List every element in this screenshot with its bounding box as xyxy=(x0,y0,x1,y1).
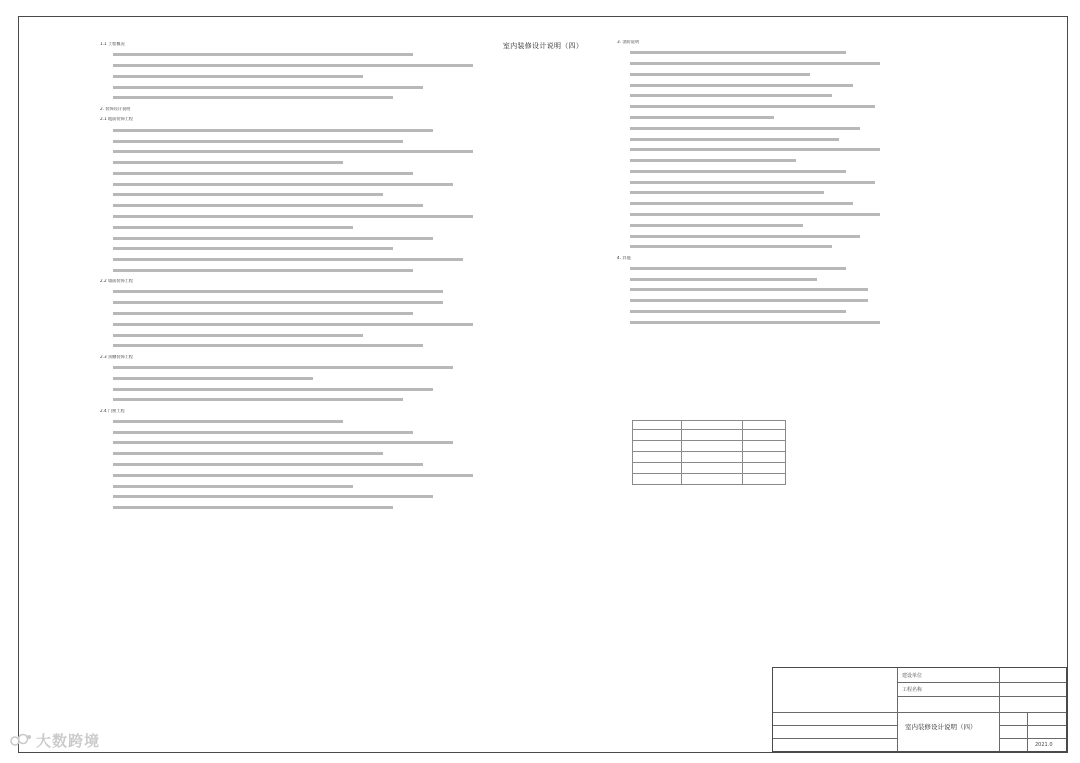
left-text-line xyxy=(100,139,490,144)
illegible-text-placeholder xyxy=(113,301,443,304)
illegible-text-placeholder xyxy=(113,237,433,240)
left-text-line xyxy=(100,236,490,241)
illegible-text-placeholder xyxy=(113,398,403,401)
left-text-line: 2.2 墙面装饰工程 xyxy=(100,279,134,284)
illegible-text-placeholder xyxy=(113,258,463,261)
illegible-text-placeholder xyxy=(630,148,880,151)
left-text-line: 2. 装饰设计说明 xyxy=(100,106,131,111)
illegible-text-placeholder xyxy=(630,116,774,119)
illegible-text-placeholder xyxy=(113,150,473,153)
illegible-text-placeholder xyxy=(630,84,853,87)
left-text-line xyxy=(100,193,490,198)
material-table-cell xyxy=(682,474,743,485)
drawing-year: 2021.0 xyxy=(1035,742,1053,748)
right-text-line xyxy=(617,191,887,196)
right-text-line xyxy=(617,288,887,293)
left-text-line xyxy=(100,150,490,155)
left-text-line xyxy=(100,333,490,338)
right-text-line: 4. 其他 xyxy=(617,255,631,260)
right-text-line xyxy=(617,223,887,228)
illegible-text-placeholder xyxy=(630,224,803,227)
material-table-cell xyxy=(743,452,786,463)
illegible-text-placeholder xyxy=(113,388,433,391)
material-table-row xyxy=(633,452,786,463)
right-text-line xyxy=(617,115,887,120)
project-label: 工程名称 xyxy=(902,687,923,693)
left-text-line xyxy=(100,64,490,69)
left-text-line xyxy=(100,215,490,220)
left-text-line xyxy=(100,96,490,101)
left-text-line: 2.3 顶棚装饰工程 xyxy=(100,354,134,359)
material-table xyxy=(632,420,786,485)
right-text-line xyxy=(617,105,887,110)
right-text-line xyxy=(617,148,887,153)
left-text-line xyxy=(100,495,490,500)
material-table-cell xyxy=(743,474,786,485)
title-block xyxy=(772,667,1067,752)
left-text-line xyxy=(100,484,490,489)
left-text-line xyxy=(100,365,490,370)
illegible-text-placeholder xyxy=(630,202,853,205)
illegible-text-placeholder xyxy=(630,245,832,248)
material-table-header-cell xyxy=(682,421,743,430)
document-title: 室内装修设计说明（四） xyxy=(502,42,584,50)
illegible-text-placeholder xyxy=(113,290,443,293)
illegible-text-placeholder xyxy=(113,485,353,488)
illegible-text-placeholder xyxy=(630,181,875,184)
illegible-text-placeholder xyxy=(630,278,817,281)
material-table-cell xyxy=(633,441,682,452)
drawing-title: 室内装修设计说明（四） xyxy=(905,723,977,731)
right-text-line xyxy=(617,202,887,207)
right-text-line xyxy=(617,299,887,304)
illegible-text-placeholder xyxy=(630,235,860,238)
illegible-text-placeholder xyxy=(630,310,846,313)
illegible-text-placeholder xyxy=(630,138,839,141)
illegible-text-placeholder xyxy=(630,73,810,76)
illegible-text-placeholder xyxy=(113,344,423,347)
left-text-line xyxy=(100,344,490,349)
illegible-text-placeholder xyxy=(630,288,868,291)
illegible-text-placeholder xyxy=(113,204,423,207)
illegible-text-placeholder xyxy=(113,323,473,326)
left-text-line xyxy=(100,85,490,90)
illegible-text-placeholder xyxy=(113,474,473,477)
left-text-line xyxy=(100,322,490,327)
left-text-line xyxy=(100,225,490,230)
left-text-line: 2.4 门窗工程 xyxy=(100,408,125,413)
illegible-text-placeholder xyxy=(113,312,413,315)
material-table-row xyxy=(633,463,786,474)
right-text-line xyxy=(617,245,887,250)
material-table-cell xyxy=(682,463,743,474)
right-text-line xyxy=(617,62,887,67)
material-table-header-cell xyxy=(743,421,786,430)
material-table-cell xyxy=(633,463,682,474)
right-text-column xyxy=(617,40,887,331)
illegible-text-placeholder xyxy=(113,334,363,337)
illegible-text-placeholder xyxy=(113,452,383,455)
left-text-line xyxy=(100,247,490,252)
illegible-text-placeholder xyxy=(630,94,832,97)
material-table-cell xyxy=(743,463,786,474)
left-text-line xyxy=(100,506,490,511)
left-text-line xyxy=(100,182,490,187)
left-text-line xyxy=(100,161,490,166)
material-table-cell xyxy=(633,474,682,485)
right-text-line xyxy=(617,169,887,174)
material-table-cell xyxy=(633,452,682,463)
illegible-text-placeholder xyxy=(113,247,393,250)
left-text-line xyxy=(100,312,490,317)
right-text-line xyxy=(617,266,887,271)
illegible-text-placeholder xyxy=(113,140,403,143)
illegible-text-placeholder xyxy=(113,366,453,369)
watermark-logo-icon xyxy=(10,733,32,747)
left-text-line xyxy=(100,473,490,478)
left-text-line xyxy=(100,128,490,133)
right-text-line xyxy=(617,94,887,99)
left-text-line xyxy=(100,419,490,424)
right-text-line xyxy=(617,320,887,325)
illegible-text-placeholder xyxy=(630,170,846,173)
left-text-line xyxy=(100,290,490,295)
illegible-text-placeholder xyxy=(113,431,413,434)
illegible-text-placeholder xyxy=(113,129,433,132)
illegible-text-placeholder xyxy=(113,377,313,380)
left-text-line xyxy=(100,258,490,263)
right-text-line xyxy=(617,234,887,239)
right-text-line xyxy=(617,180,887,185)
illegible-text-placeholder xyxy=(113,495,433,498)
left-text-line xyxy=(100,452,490,457)
illegible-text-placeholder xyxy=(630,213,880,216)
left-text-line xyxy=(100,462,490,467)
illegible-text-placeholder xyxy=(630,51,846,54)
right-text-line xyxy=(617,159,887,164)
left-text-line: 2.1 地面装饰工程 xyxy=(100,117,134,122)
left-text-line xyxy=(100,171,490,176)
left-text-line xyxy=(100,301,490,306)
material-table-cell xyxy=(682,452,743,463)
illegible-text-placeholder xyxy=(113,193,383,196)
illegible-text-placeholder xyxy=(113,269,413,272)
left-text-line xyxy=(100,53,490,58)
illegible-text-placeholder xyxy=(113,215,473,218)
material-table-cell xyxy=(743,430,786,441)
right-text-line xyxy=(617,51,887,56)
left-text-line xyxy=(100,430,490,435)
material-table-row xyxy=(633,441,786,452)
right-text-line: 3. 消防说明 xyxy=(617,40,640,44)
illegible-text-placeholder xyxy=(113,420,343,423)
left-text-line xyxy=(100,376,490,381)
right-text-line xyxy=(617,126,887,131)
illegible-text-placeholder xyxy=(113,86,423,89)
right-text-line xyxy=(617,277,887,282)
right-text-line xyxy=(617,72,887,77)
left-text-line xyxy=(100,268,490,273)
illegible-text-placeholder xyxy=(113,183,453,186)
material-table-row xyxy=(633,430,786,441)
right-text-line xyxy=(617,310,887,315)
left-text-line xyxy=(100,387,490,392)
left-text-column xyxy=(100,42,490,516)
illegible-text-placeholder xyxy=(113,506,393,509)
illegible-text-placeholder xyxy=(630,127,860,130)
illegible-text-placeholder xyxy=(630,267,846,270)
illegible-text-placeholder xyxy=(113,75,363,78)
illegible-text-placeholder xyxy=(113,172,413,175)
illegible-text-placeholder xyxy=(630,191,824,194)
illegible-text-placeholder xyxy=(630,159,796,162)
illegible-text-placeholder xyxy=(113,226,353,229)
material-table-cell xyxy=(743,441,786,452)
illegible-text-placeholder xyxy=(113,161,343,164)
right-text-line xyxy=(617,213,887,218)
illegible-text-placeholder xyxy=(630,105,875,108)
illegible-text-placeholder xyxy=(113,64,473,67)
left-text-line xyxy=(100,398,490,403)
illegible-text-placeholder xyxy=(113,441,453,444)
material-table-row xyxy=(633,474,786,485)
illegible-text-placeholder xyxy=(113,96,393,99)
material-table-cell xyxy=(682,441,743,452)
illegible-text-placeholder xyxy=(113,53,413,56)
left-text-line xyxy=(100,441,490,446)
watermark-text: 大数跨境 xyxy=(36,732,101,750)
left-text-line xyxy=(100,74,490,79)
material-table-cell xyxy=(682,430,743,441)
client-label: 建设单位 xyxy=(902,673,923,679)
illegible-text-placeholder xyxy=(113,463,423,466)
left-text-line: 1.1 工程概况 xyxy=(100,42,125,46)
right-text-line xyxy=(617,83,887,88)
illegible-text-placeholder xyxy=(630,321,880,324)
left-text-line xyxy=(100,204,490,209)
material-table-cell xyxy=(633,430,682,441)
material-table-header-cell xyxy=(633,421,682,430)
right-text-line xyxy=(617,137,887,142)
illegible-text-placeholder xyxy=(630,62,880,65)
illegible-text-placeholder xyxy=(630,299,868,302)
